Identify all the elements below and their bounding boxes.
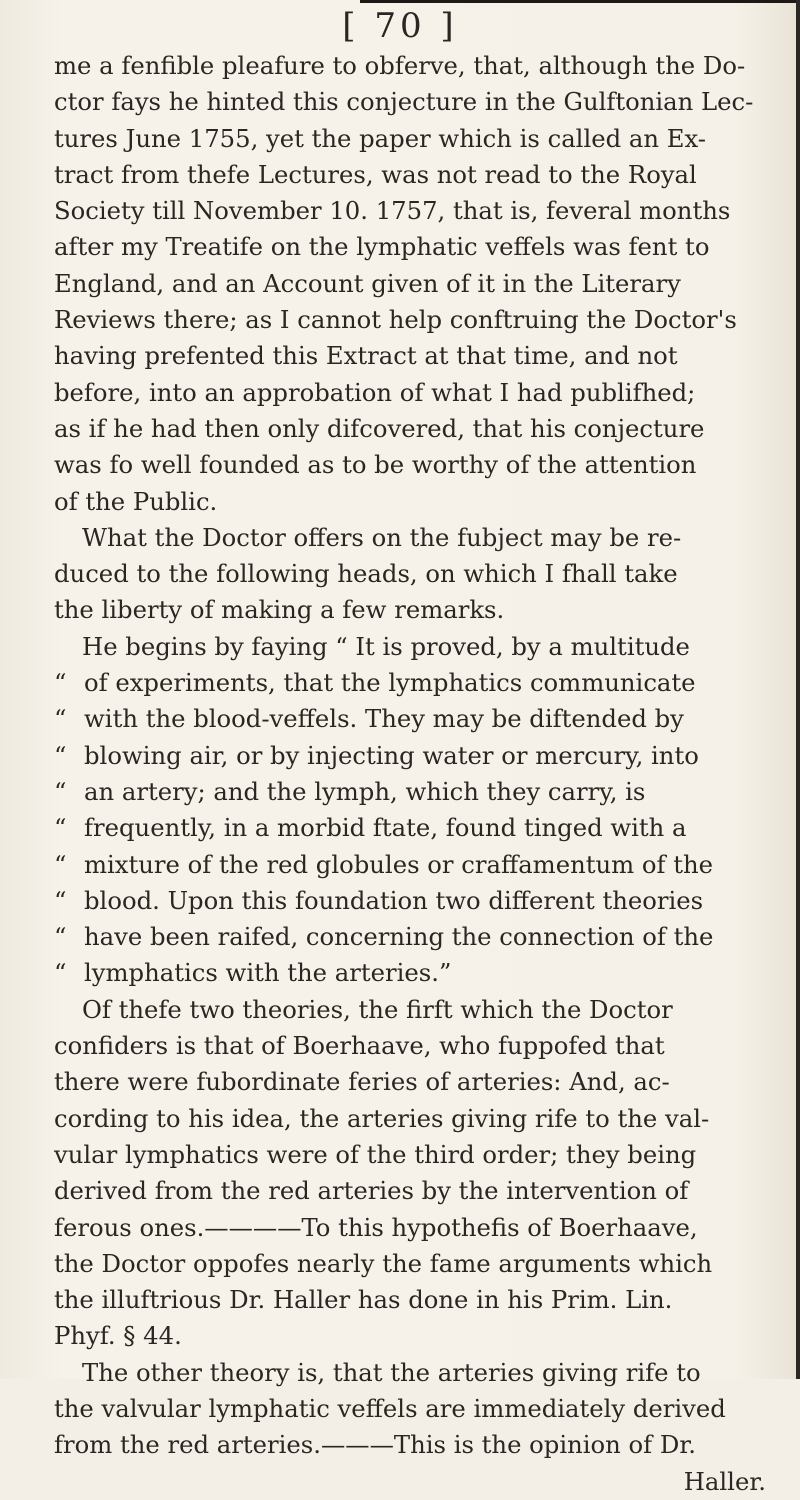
text-line: of the Public. (54, 486, 218, 516)
text-line: me a fenfible pleafure to obferve, that, although the Do- (54, 51, 746, 80)
quoted-line: “ blood. Upon this foundation two different theories (54, 885, 704, 915)
quoted-line: “ of experiments, that the lymphatics communicate (54, 665, 766, 701)
text-line: the liberty of making a few remarks. (54, 595, 505, 625)
text-line: tures June 1755, yet the paper which is called an Ex- (54, 123, 706, 153)
text-line: duced to the following heads, on which I fhall take (54, 559, 678, 589)
text-line: Reviews there; as I cannot help conftruing the Doctor's (54, 305, 737, 335)
text-line: Society till November 10. 1757, that is, feveral months (54, 196, 731, 226)
text-line: ctor fays he hinted this conjecture in the Gulftonian Lec- (54, 87, 754, 117)
quoted-line: “ mixture of the red globules or craffamentum of the (54, 849, 714, 879)
text-line: before, into an approbation of what I had publifhed; (54, 377, 696, 407)
text-line: Phyf. § 44. (54, 1321, 182, 1351)
text-line: the illuftrious Dr. Haller has done in his Prim. Lin. (54, 1285, 673, 1315)
text-line: He begins by faying “ It is proved, by a multitude (82, 631, 690, 661)
quoted-line: “ have been raifed, concerning the connection of the (54, 922, 714, 952)
text-line: from the red arteries.———This is the opinion of Dr. (54, 1430, 697, 1460)
quoted-line: “ lymphatics with the arteries.” (54, 958, 452, 988)
text-line: England, and an Account given of it in the Literary (54, 268, 681, 298)
text-line: as if he had then only difcovered, that his conjecture (54, 413, 705, 443)
text-line: derived from the red arteries by the intervention of (54, 1176, 689, 1206)
text-line: tract from thefe Lectures, was not read to the Royal (54, 159, 697, 189)
text-line: vular lymphatics were of the third order; they being (54, 1139, 697, 1169)
text-line: confiders is that of Boerhaave, who fuppofed that (54, 1031, 665, 1061)
text-line: the valvular lymphatic veffels are immediately derived (54, 1393, 726, 1423)
text-line: there were fubordinate feries of arteries: And, ac- (54, 1067, 670, 1097)
text-line: cording to his idea, the arteries giving rife to the val- (54, 1103, 710, 1133)
text-line: The other theory is, that the arteries giving rife to (82, 1357, 701, 1387)
page-number: [ 70 ] (342, 6, 458, 46)
text-line: What the Doctor offers on the fubject may be re- (82, 522, 682, 552)
quoted-line: “ an artery; and the lymph, which they carry, is (54, 776, 646, 806)
catchword: Haller. (683, 1466, 766, 1496)
text-line: after my Treatife on the lymphatic veffels was fent to (54, 232, 710, 262)
text-line: was fo well founded as to be worthy of the attention (54, 450, 697, 480)
text-line: the Doctor oppofes nearly the fame arguments which (54, 1248, 713, 1278)
quote-mark: “ (54, 668, 67, 698)
quoted-line: “ frequently, in a morbid ftate, found tinged with a (54, 813, 687, 843)
quoted-line: “ blowing air, or by injecting water or mercury, into (54, 740, 699, 770)
text-line: ferous ones.————To this hypothefis of Boerhaave, (54, 1212, 698, 1242)
quoted-line: “ with the blood-veffels. They may be diftended by (54, 704, 684, 734)
body-text (54, 48, 766, 1500)
top-rule (360, 0, 800, 3)
text-line: Of thefe two theories, the firft which the Doctor (82, 994, 673, 1024)
text-line: having prefented this Extract at that time, and not (54, 341, 678, 371)
page-edge (796, 0, 800, 1379)
